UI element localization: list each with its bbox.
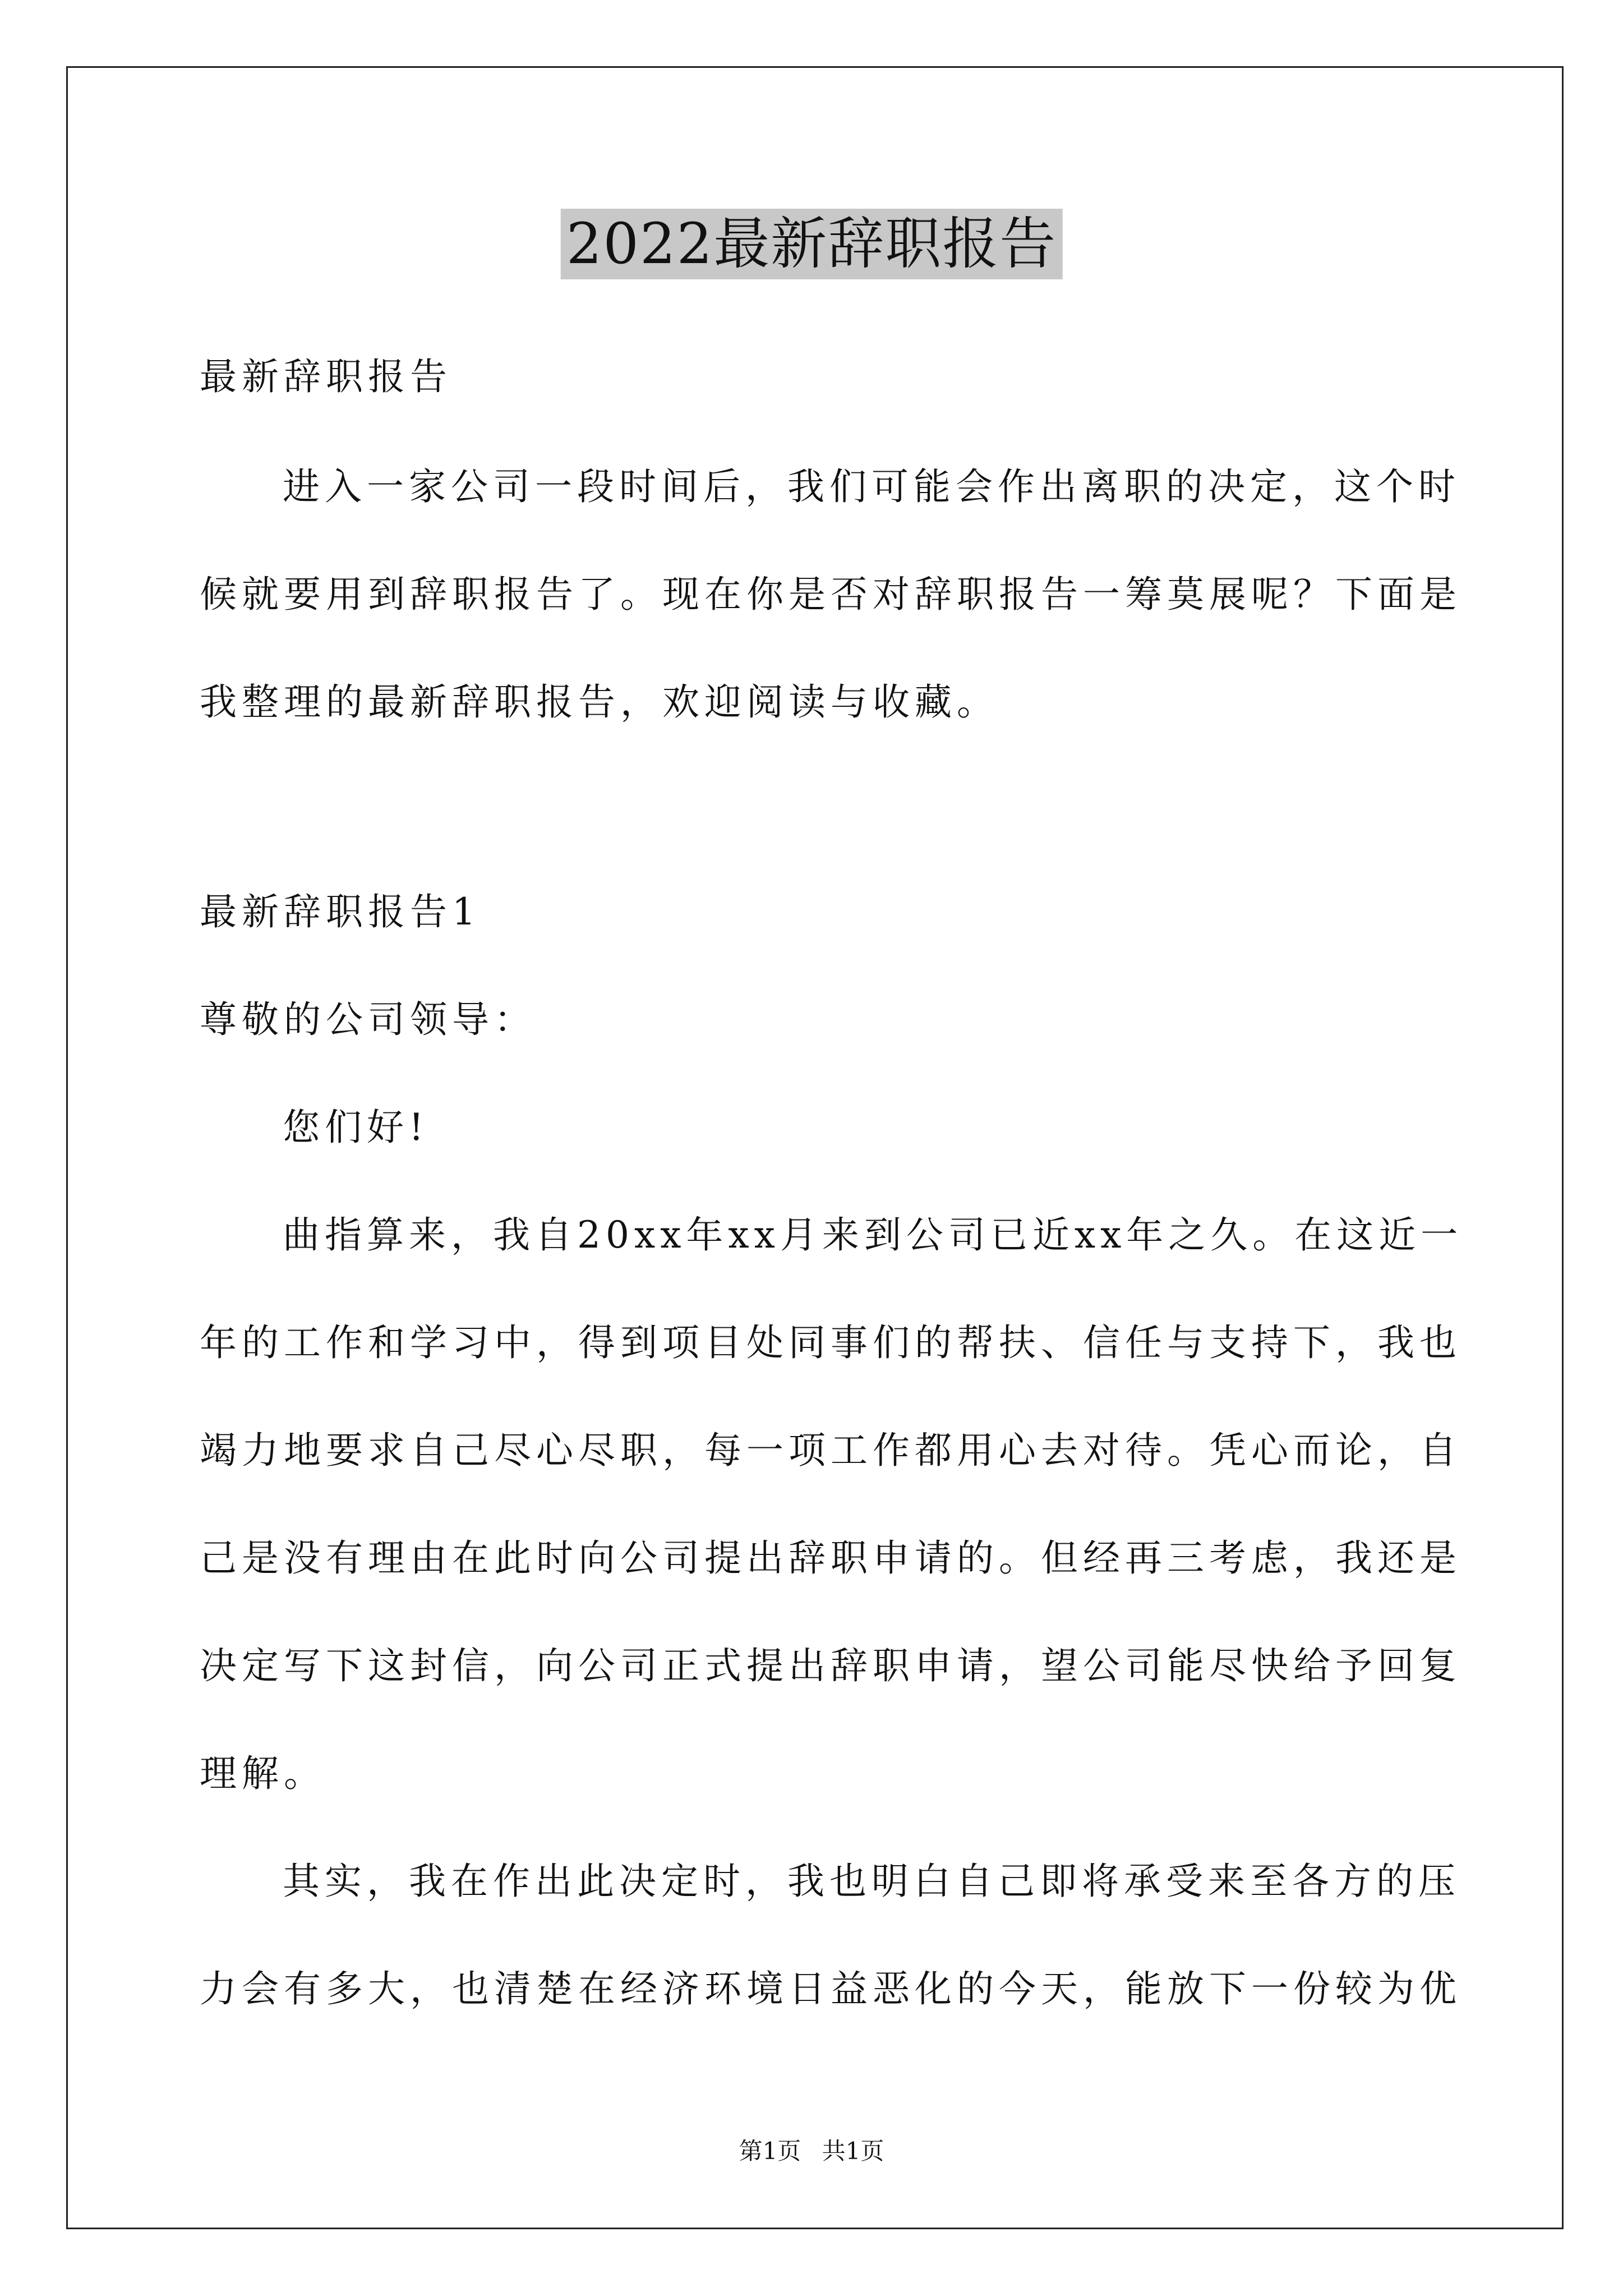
paragraph1-line-3: 竭力地要求自己尽心尽职，每一项工作都用心去对待。凭心而论，自 <box>200 1429 1461 1472</box>
paragraph1-line-5: 决定写下这封信，向公司正式提出辞职申请，望公司能尽快给予回复 <box>200 1644 1461 1687</box>
paragraph1-line-1: 曲指算来，我自20xx年xx月来到公司已近xx年之久。在这近一 <box>283 1213 1463 1257</box>
document-title: 2022最新辞职报告 <box>561 209 1063 279</box>
intro-line-2: 候就要用到辞职报告了。现在你是否对辞职报告一筹莫展呢？下面是 <box>200 573 1461 616</box>
page-footer <box>0 2133 1623 2166</box>
subtitle: 最新辞职报告 <box>200 355 452 398</box>
paragraph2-line-2: 力会有多大，也清楚在经济环境日益恶化的今天，能放下一份较为优 <box>200 1967 1461 2010</box>
greeting: 您们好! <box>283 1106 429 1149</box>
paragraph1-line-6: 理解。 <box>200 1752 326 1795</box>
intro-line-3: 我整理的最新辞职报告，欢迎阅读与收藏。 <box>200 680 999 724</box>
salutation: 尊敬的公司领导： <box>200 998 536 1041</box>
section-heading: 最新辞职报告1 <box>200 890 481 933</box>
page-number-total: 共1页 <box>822 2137 884 2165</box>
paragraph1-line-4: 己是没有理由在此时向公司提出辞职申请的。但经再三考虑，我还是 <box>200 1536 1461 1580</box>
paragraph1-line-2: 年的工作和学习中，得到项目处同事们的帮扶、信任与支持下，我也 <box>200 1321 1461 1364</box>
page-number-current: 第1页 <box>739 2137 801 2165</box>
intro-line-1: 进入一家公司一段时间后，我们可能会作出离职的决定，这个时 <box>283 465 1460 508</box>
paragraph2-line-1: 其实，我在作出此决定时，我也明白自己即将承受来至各方的压 <box>283 1860 1460 1903</box>
